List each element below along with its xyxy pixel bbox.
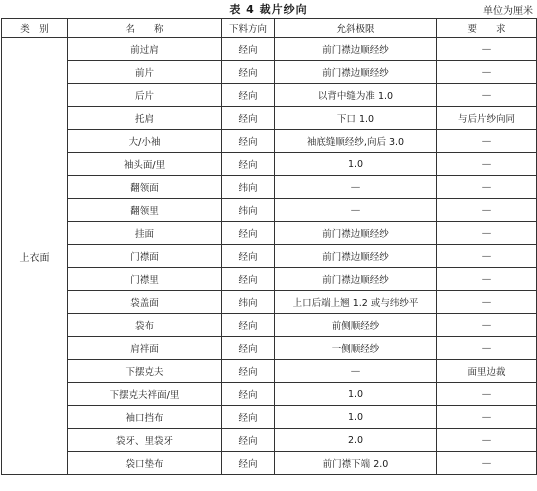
- table-row: [2, 176, 537, 199]
- requirement-cell: —: [437, 176, 537, 199]
- requirement-cell: —: [437, 245, 537, 268]
- header-direction: 下料方向: [222, 19, 275, 38]
- table-row: [2, 268, 537, 291]
- name-cell: 袋口垫布: [68, 452, 222, 475]
- limit-cell: 前门襟边顺经纱: [275, 268, 437, 291]
- table-row: [2, 61, 537, 84]
- limit-cell: 袖底缝顺经纱,向后 3.0: [275, 130, 437, 153]
- limit-cell: 1.0: [275, 153, 437, 176]
- requirement-cell: —: [437, 291, 537, 314]
- name-cell: 下摆克夫: [68, 360, 222, 383]
- table-row: [2, 38, 537, 61]
- direction-cell: 经向: [222, 84, 275, 107]
- header-name: 名 称: [68, 19, 222, 38]
- limit-cell: 下口 1.0: [275, 107, 437, 130]
- requirement-cell: —: [437, 222, 537, 245]
- table-row: [2, 429, 537, 452]
- direction-cell: 经向: [222, 406, 275, 429]
- table-row: [2, 383, 537, 406]
- limit-cell: 前门襟边顺经纱: [275, 245, 437, 268]
- direction-cell: 经向: [222, 38, 275, 61]
- name-cell: 下摆克夫袢面/里: [68, 383, 222, 406]
- limit-cell: 前门襟下端 2.0: [275, 452, 437, 475]
- limit-cell: 前门襟边顺经纱: [275, 61, 437, 84]
- limit-cell: —: [275, 360, 437, 383]
- requirement-cell: —: [437, 337, 537, 360]
- requirement-cell: —: [437, 268, 537, 291]
- table-row: [2, 360, 537, 383]
- table-row: [2, 84, 537, 107]
- name-cell: 大/小袖: [68, 130, 222, 153]
- name-cell: 袖头面/里: [68, 153, 222, 176]
- limit-cell: 1.0: [275, 383, 437, 406]
- requirement-cell: —: [437, 314, 537, 337]
- limit-cell: —: [275, 199, 437, 222]
- direction-cell: 经向: [222, 245, 275, 268]
- table-row: [2, 222, 537, 245]
- direction-cell: 经向: [222, 452, 275, 475]
- direction-cell: 经向: [222, 268, 275, 291]
- table-caption: [0, 0, 537, 18]
- limit-cell: —: [275, 176, 437, 199]
- direction-cell: 经向: [222, 429, 275, 452]
- direction-cell: 经向: [222, 130, 275, 153]
- direction-cell: 纬向: [222, 291, 275, 314]
- direction-cell: 纬向: [222, 176, 275, 199]
- header-requirement: 要 求: [437, 19, 537, 38]
- table-row: [2, 153, 537, 176]
- requirement-cell: —: [437, 130, 537, 153]
- direction-cell: 经向: [222, 222, 275, 245]
- unit-note: 单位为厘米: [483, 6, 533, 17]
- cutting-grain-table: [1, 18, 537, 475]
- requirement-cell: —: [437, 38, 537, 61]
- name-cell: 前片: [68, 61, 222, 84]
- name-cell: 肩袢面: [68, 337, 222, 360]
- table-row: [2, 314, 537, 337]
- direction-cell: 纬向: [222, 199, 275, 222]
- limit-cell: 上口后端上翘 1.2 或与纬纱平: [275, 291, 437, 314]
- requirement-cell: —: [437, 153, 537, 176]
- requirement-cell: —: [437, 84, 537, 107]
- name-cell: 门襟里: [68, 268, 222, 291]
- header-limit: 允斜极限: [275, 19, 437, 38]
- direction-cell: 经向: [222, 61, 275, 84]
- table-row: [2, 337, 537, 360]
- table-title: 表 4 裁片纱向: [229, 3, 308, 16]
- table-row: [2, 406, 537, 429]
- table-row: [2, 245, 537, 268]
- limit-cell: 1.0: [275, 406, 437, 429]
- direction-cell: 经向: [222, 360, 275, 383]
- table-body: [2, 38, 537, 475]
- header-category: 类 别: [2, 19, 68, 38]
- direction-cell: 经向: [222, 314, 275, 337]
- limit-cell: 前侧顺经纱: [275, 314, 437, 337]
- requirement-cell: —: [437, 452, 537, 475]
- name-cell: 前过肩: [68, 38, 222, 61]
- direction-cell: 经向: [222, 337, 275, 360]
- requirement-cell: —: [437, 199, 537, 222]
- table-row: [2, 199, 537, 222]
- limit-cell: 2.0: [275, 429, 437, 452]
- requirement-cell: 与后片纱向同: [437, 107, 537, 130]
- table-header-row: [2, 19, 537, 38]
- table-row: [2, 107, 537, 130]
- name-cell: 翻领里: [68, 199, 222, 222]
- category-cell: 上衣面: [2, 38, 68, 475]
- table-row: [2, 130, 537, 153]
- name-cell: 袋盖面: [68, 291, 222, 314]
- name-cell: 托肩: [68, 107, 222, 130]
- name-cell: 袋布: [68, 314, 222, 337]
- limit-cell: 一侧顺经纱: [275, 337, 437, 360]
- limit-cell: 前门襟边顺经纱: [275, 222, 437, 245]
- requirement-cell: —: [437, 61, 537, 84]
- table-row: [2, 452, 537, 475]
- requirement-cell: —: [437, 383, 537, 406]
- name-cell: 翻领面: [68, 176, 222, 199]
- direction-cell: 经向: [222, 107, 275, 130]
- limit-cell: 前门襟边顺经纱: [275, 38, 437, 61]
- name-cell: 门襟面: [68, 245, 222, 268]
- requirement-cell: —: [437, 429, 537, 452]
- name-cell: 袋牙、里袋牙: [68, 429, 222, 452]
- direction-cell: 经向: [222, 153, 275, 176]
- name-cell: 挂面: [68, 222, 222, 245]
- name-cell: 袖口挡布: [68, 406, 222, 429]
- requirement-cell: —: [437, 406, 537, 429]
- direction-cell: 经向: [222, 383, 275, 406]
- table-row: [2, 291, 537, 314]
- requirement-cell: 面里边裁: [437, 360, 537, 383]
- limit-cell: 以背中缝为准 1.0: [275, 84, 437, 107]
- name-cell: 后片: [68, 84, 222, 107]
